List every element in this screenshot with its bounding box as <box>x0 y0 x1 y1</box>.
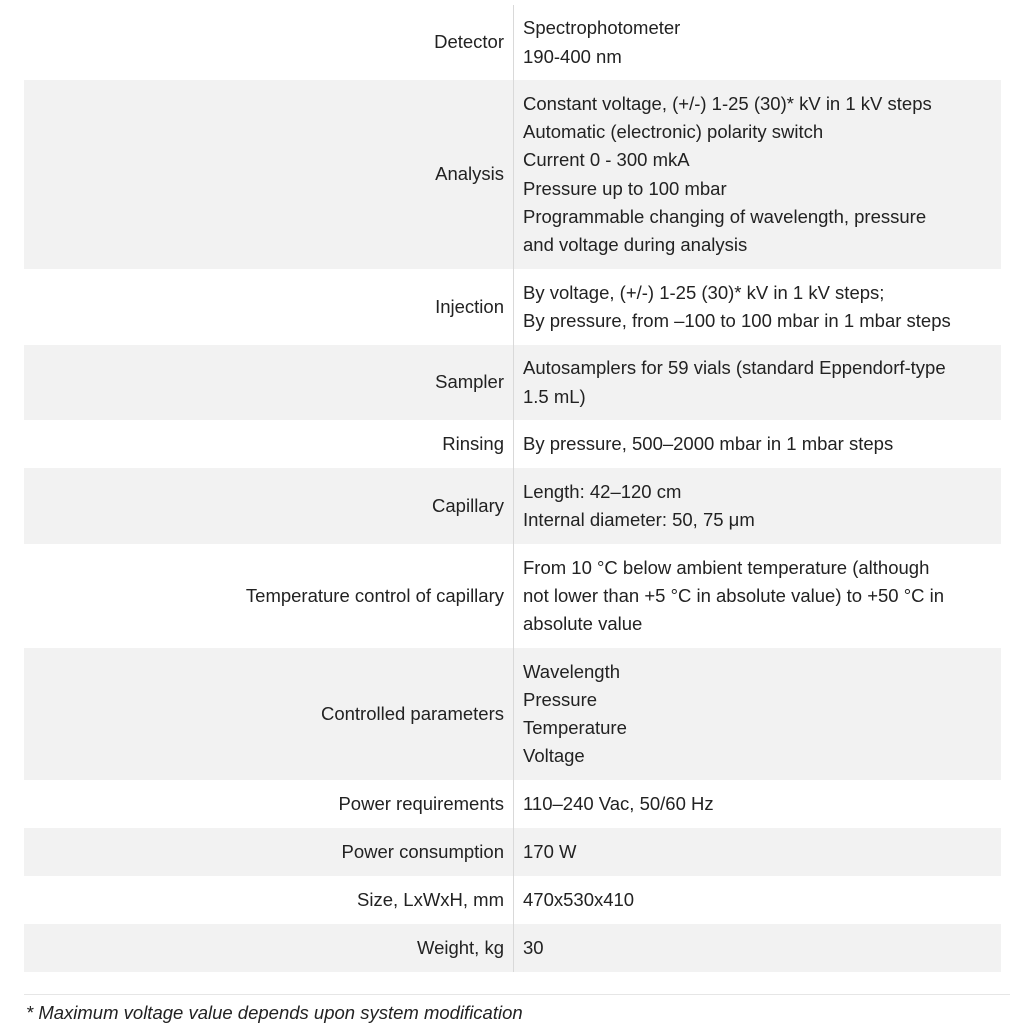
spec-label: Power consumption <box>24 828 514 876</box>
spec-row-power-requirements <box>24 780 1001 828</box>
spec-row-temperature-control <box>24 544 1001 648</box>
spec-value <box>514 876 1002 924</box>
spec-value <box>514 5 1002 80</box>
spec-row-injection <box>24 269 1001 345</box>
spec-value <box>514 80 1002 269</box>
spec-value <box>514 544 1002 648</box>
spec-label: Weight, kg <box>24 924 514 972</box>
spec-value <box>514 924 1002 972</box>
spec-row-controlled-parameters <box>24 648 1001 780</box>
spec-row-weight <box>24 924 1001 972</box>
spec-row-detector <box>24 5 1001 80</box>
spec-row-size <box>24 876 1001 924</box>
spec-value-line: 1.5 mL) <box>523 385 586 407</box>
spec-value-line: Pressure <box>523 688 598 710</box>
spec-value <box>514 780 1002 828</box>
spec-label: Injection <box>24 269 514 345</box>
spec-value-line: Length: 42–120 cm <box>523 480 682 502</box>
spec-value-line: 470x530x410 <box>523 888 635 910</box>
spec-value-line: Voltage <box>523 745 585 767</box>
spec-row-analysis <box>24 80 1001 269</box>
spec-value-line: Constant voltage, (+/-) 1-25 (30)* kV in 1 kV steps <box>523 92 932 114</box>
spec-value <box>514 420 1002 468</box>
spec-row-rinsing <box>24 420 1001 468</box>
spec-value-line: By pressure, 500–2000 mbar in 1 mbar steps <box>523 432 894 454</box>
spec-value-line: By pressure, from –100 to 100 mbar in 1 mbar steps <box>523 310 951 331</box>
specifications-table <box>24 5 1001 972</box>
spec-label: Detector <box>24 5 514 80</box>
spec-value-line: 110–240 Vac, 50/60 Hz <box>523 792 714 814</box>
spec-value-line: Temperature <box>523 717 627 738</box>
footnote-divider <box>24 994 1010 995</box>
spec-label: Sampler <box>24 345 514 420</box>
spec-value-line: Autosamplers for 59 vials (standard Eppendorf-type <box>523 357 946 379</box>
spec-label: Analysis <box>24 80 514 269</box>
spec-value-line: Current 0 - 300 mkA <box>523 149 690 171</box>
spec-label: Controlled parameters <box>24 648 514 780</box>
spec-value-line: Programmable changing of wavelength, pressure <box>523 205 927 227</box>
spec-value-line: and voltage during analysis <box>523 233 748 255</box>
spec-value-line: absolute value <box>523 613 643 635</box>
spec-value <box>514 345 1002 420</box>
spec-label: Power requirements <box>24 780 514 828</box>
spec-label: Size, LxWxH, mm <box>24 876 514 924</box>
spec-row-sampler <box>24 345 1001 420</box>
spec-value-line: Internal diameter: 50, 75 μm <box>523 509 755 530</box>
spec-value-line: By voltage, (+/-) 1-25 (30)* kV in 1 kV steps; <box>523 281 885 303</box>
spec-row-power-consumption <box>24 828 1001 876</box>
spec-value-line: not lower than +5 °C in absolute value) to +50 °C in <box>523 584 945 606</box>
spec-value <box>514 828 1002 876</box>
spec-value-line: 30 <box>523 936 544 958</box>
spec-value-line: Wavelength <box>523 660 621 682</box>
spec-value <box>514 468 1002 544</box>
spec-value-line: Automatic (electronic) polarity switch <box>523 121 824 143</box>
footnote: * Maximum voltage value depends upon system modification <box>26 1002 523 1023</box>
spec-value <box>514 269 1002 345</box>
spec-value-line: 190-400 nm <box>523 45 622 67</box>
spec-label: Temperature control of capillary <box>24 544 514 648</box>
spec-value <box>514 648 1002 780</box>
spec-label: Rinsing <box>24 420 514 468</box>
spec-label: Capillary <box>24 468 514 544</box>
spec-value-line: From 10 °C below ambient temperature (although <box>523 556 930 578</box>
spec-value-line: Pressure up to 100 mbar <box>523 177 727 199</box>
spec-value-line: 170 W <box>523 840 577 862</box>
spec-row-capillary <box>24 468 1001 544</box>
spec-value-line: Spectrophotometer <box>523 17 681 39</box>
